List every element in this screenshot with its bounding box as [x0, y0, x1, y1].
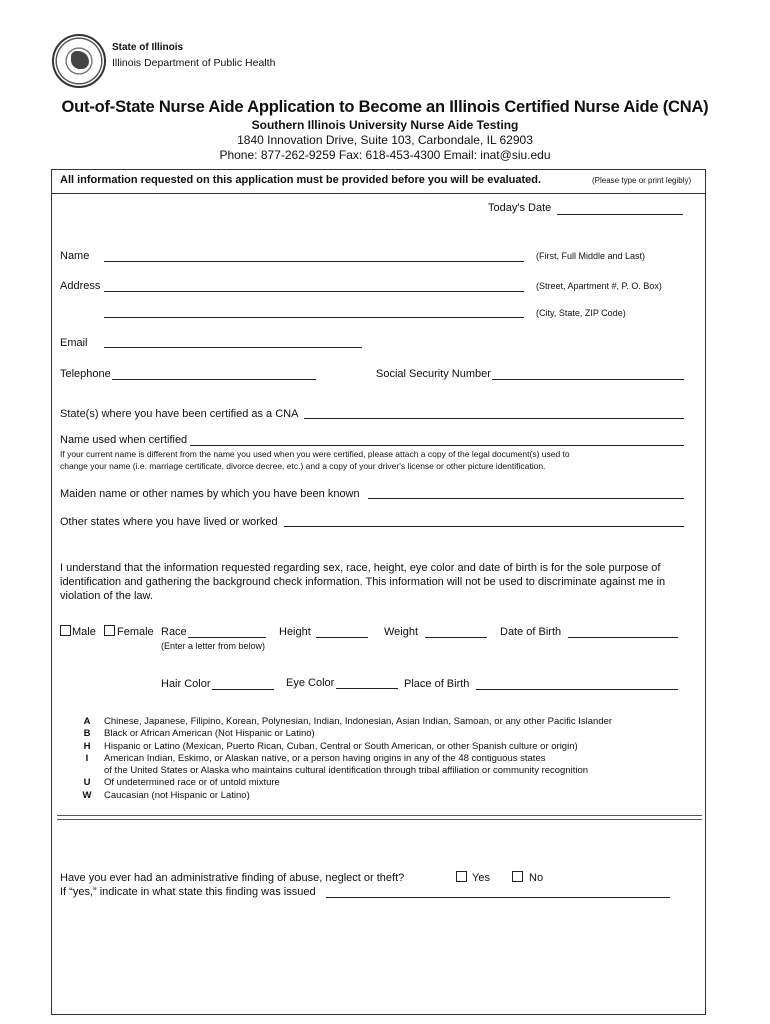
place-of-birth-field[interactable] [476, 689, 678, 690]
other-states-label: Other states where you have lived or worked [60, 516, 278, 528]
disclaimer-text [60, 561, 700, 603]
race-code: A [83, 716, 91, 727]
other-states-field[interactable] [284, 526, 684, 527]
female-checkbox[interactable] [104, 625, 115, 636]
address-hint-city: (City, State, ZIP Code) [536, 308, 626, 318]
states-certified-label: State(s) where you have been certified as a CNA [60, 408, 299, 420]
place-of-birth-label: Place of Birth [404, 678, 470, 690]
eye-color-label: Eye Color [286, 677, 335, 689]
office-address: 1840 Innovation Drive, Suite 103, Carbondale, IL 62903 [237, 133, 533, 147]
telephone-label: Telephone [60, 368, 111, 380]
ssn-field[interactable] [492, 379, 684, 380]
race-label: Race [161, 626, 187, 638]
office-contact: Phone: 877-262-9259 Fax: 618-453-4300 Email: inat@siu.edu [219, 148, 551, 162]
race-code: H [83, 741, 91, 752]
name-hint: (First, Full Middle and Last) [536, 251, 646, 261]
disclaimer-line-1: I understand that the information requested regarding sex, race, height, eye color and date of birth is for the sole purpose of [60, 562, 661, 574]
email-field[interactable] [104, 347, 362, 348]
maiden-name-field[interactable] [368, 498, 684, 499]
state-seal-icon [52, 34, 106, 88]
dob-field[interactable] [568, 637, 678, 638]
address-label: Address [60, 280, 101, 292]
race-field[interactable] [188, 637, 266, 638]
race-code: W [82, 790, 92, 801]
agency-line2: Illinois Department of Public Health [112, 57, 276, 69]
states-certified-field[interactable] [304, 418, 684, 419]
abuse-yes-checkbox[interactable] [456, 871, 467, 882]
address-street-field[interactable] [104, 291, 524, 292]
weight-field[interactable] [425, 637, 487, 638]
abuse-state-field[interactable] [326, 897, 670, 898]
race-hint: (Enter a letter from below) [161, 641, 266, 651]
hair-color-label: Hair Color [161, 678, 211, 690]
name-certified-field[interactable] [190, 445, 684, 446]
race-desc: Black or African American (Not Hispanic or Latino) [104, 728, 315, 739]
abuse-state-label: If “yes,” indicate in what state this finding was issued [60, 886, 316, 898]
telephone-field[interactable] [112, 379, 316, 380]
name-label: Name [60, 250, 90, 262]
disclaimer-line-2: identification and gathering the background check information. This information will not be used to discriminate against me in [60, 576, 666, 588]
abuse-yes-label: Yes [472, 872, 490, 884]
race-desc: of the United States or Alaska who maintains cultural identification through tribal affiliation or community recognition [104, 765, 589, 776]
address-hint-street: (Street, Apartment #, P. O. Box) [536, 281, 662, 291]
todays-date-field[interactable] [557, 214, 683, 215]
name-field[interactable] [104, 261, 524, 262]
race-desc: Chinese, Japanese, Filipino, Korean, Polynesian, Indian, Indonesian, Asian Indian, Samoan, or any other Pacific Islander [104, 716, 613, 727]
race-desc: Hispanic or Latino (Mexican, Puerto Rican, Cuban, Central or South American, or other Spanish culture or origin) [104, 741, 578, 752]
weight-label: Weight [384, 626, 419, 638]
todays-date-label: Today's Date [488, 202, 552, 214]
form-title: Out-of-State Nurse Aide Application to Become an Illinois Certified Nurse Aide (CNA) [61, 98, 709, 116]
ssn-label: Social Security Number [376, 368, 491, 380]
race-desc: American Indian, Eskimo, or Alaskan native, or a person having origins in any of the 48 contiguous states [104, 753, 546, 764]
email-label: Email [60, 337, 88, 349]
abuse-no-label: No [529, 872, 544, 884]
race-code: B [83, 728, 91, 739]
race-code: U [83, 777, 91, 788]
name-change-note-1: If your current name is different from the name you used when you were certified, please attach a copy of the legal document(s) used to [60, 449, 570, 459]
male-label: Male [72, 626, 96, 638]
abuse-no-checkbox[interactable] [512, 871, 523, 882]
dob-label: Date of Birth [500, 626, 562, 638]
race-code: I [85, 753, 89, 764]
disclaimer-line-3: violation of the law. [60, 590, 153, 602]
height-label: Height [279, 626, 311, 638]
section-divider [57, 815, 702, 820]
address-city-field[interactable] [104, 317, 524, 318]
male-checkbox[interactable] [60, 625, 71, 636]
race-desc: Caucasian (not Hispanic or Latino) [104, 790, 250, 801]
female-label: Female [117, 626, 154, 638]
instructions-main: All information requested on this application must be provided before you will be evaluated. [60, 174, 542, 186]
eye-color-field[interactable] [336, 688, 398, 689]
race-desc: Of undetermined race or of untold mixture [104, 777, 280, 788]
name-change-note-2: change your name (i.e. marriage certificate, divorce decree, etc.) and a copy of your driver's license or other picture identification. [60, 461, 546, 471]
form-subtitle: Southern Illinois University Nurse Aide Testing [251, 118, 519, 132]
hair-color-field[interactable] [212, 689, 274, 690]
agency-line1: State of Illinois [112, 42, 184, 53]
abuse-question: Have you ever had an administrative finding of abuse, neglect or theft? [60, 872, 405, 884]
maiden-name-label: Maiden name or other names by which you have been known [60, 488, 360, 500]
header-divider [51, 193, 706, 194]
name-certified-label: Name used when certified [60, 434, 188, 446]
height-field[interactable] [316, 637, 368, 638]
instructions-note: (Please type or print legibly) [592, 176, 692, 185]
